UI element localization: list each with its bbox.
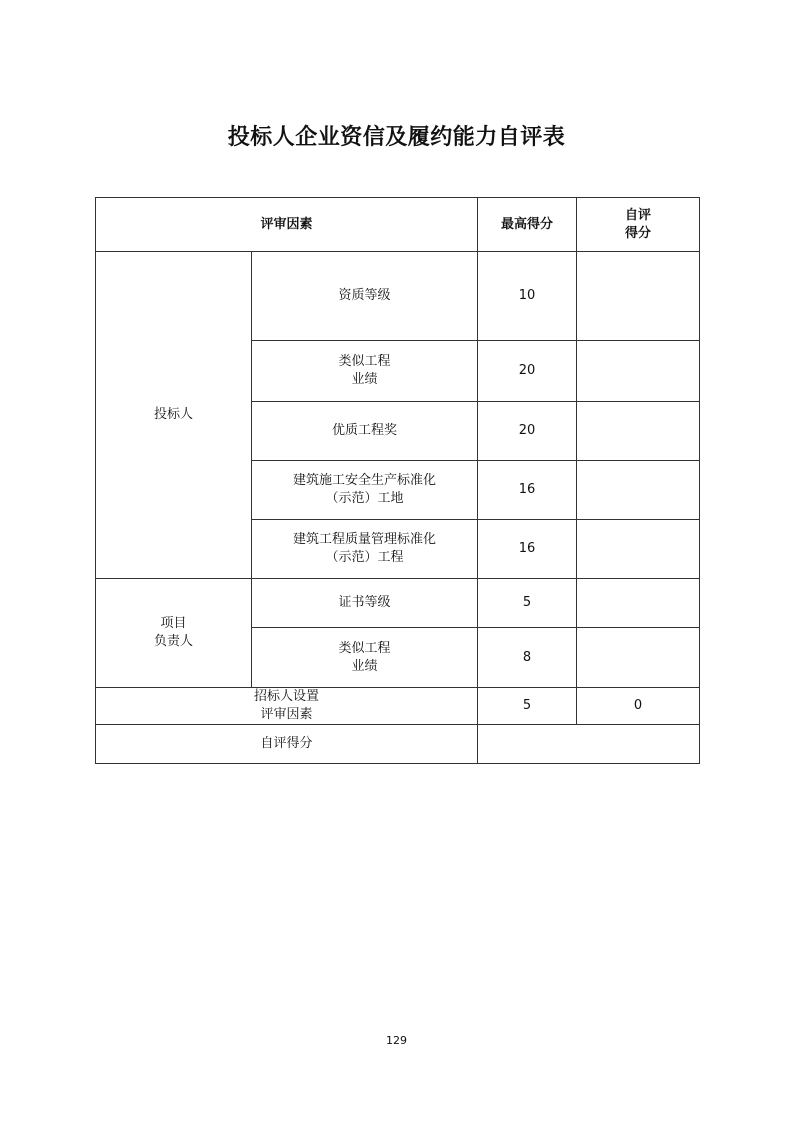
tenderer-factor-label: 招标人设置 评审因素 bbox=[96, 688, 478, 725]
total-value[interactable] bbox=[478, 725, 700, 764]
item-max-score: 20 bbox=[478, 341, 577, 402]
item-name: 资质等级 bbox=[252, 252, 478, 341]
page-title: 投标人企业资信及履约能力自评表 bbox=[227, 125, 566, 150]
item-name: 优质工程奖 bbox=[252, 402, 478, 461]
item-max-score: 16 bbox=[478, 520, 577, 579]
item-self-score[interactable] bbox=[577, 252, 700, 341]
header-max-score: 最高得分 bbox=[478, 198, 577, 252]
item-max-score: 20 bbox=[478, 402, 577, 461]
total-row bbox=[96, 725, 700, 764]
group-label-bidder: 投标人 bbox=[96, 252, 252, 579]
item-self-score[interactable] bbox=[577, 461, 700, 520]
header-self-score: 自评 得分 bbox=[577, 198, 700, 252]
self-evaluation-table bbox=[95, 197, 700, 764]
item-max-score: 5 bbox=[478, 579, 577, 628]
item-self-score[interactable] bbox=[577, 341, 700, 402]
item-max-score: 16 bbox=[478, 461, 577, 520]
item-name: 建筑工程质量管理标准化 （示范）工程 bbox=[252, 520, 478, 579]
item-name: 建筑施工安全生产标准化 （示范）工地 bbox=[252, 461, 478, 520]
tenderer-factor-self-score[interactable]: 0 bbox=[577, 688, 700, 725]
page-number: 129 bbox=[386, 1034, 407, 1047]
table-header-row bbox=[96, 198, 700, 252]
item-self-score[interactable] bbox=[577, 520, 700, 579]
item-self-score[interactable] bbox=[577, 579, 700, 628]
group-label-project-manager: 项目 负责人 bbox=[96, 579, 252, 688]
total-label: 自评得分 bbox=[96, 725, 478, 764]
table-row bbox=[96, 252, 700, 341]
item-name: 类似工程 业绩 bbox=[252, 628, 478, 688]
header-factor: 评审因素 bbox=[96, 198, 478, 252]
item-name: 证书等级 bbox=[252, 579, 478, 628]
item-max-score: 8 bbox=[478, 628, 577, 688]
item-max-score: 10 bbox=[478, 252, 577, 341]
tenderer-factor-max-score: 5 bbox=[478, 688, 577, 725]
table-row bbox=[96, 579, 700, 628]
item-name: 类似工程 业绩 bbox=[252, 341, 478, 402]
item-self-score[interactable] bbox=[577, 628, 700, 688]
item-self-score[interactable] bbox=[577, 402, 700, 461]
table-row bbox=[96, 688, 700, 725]
